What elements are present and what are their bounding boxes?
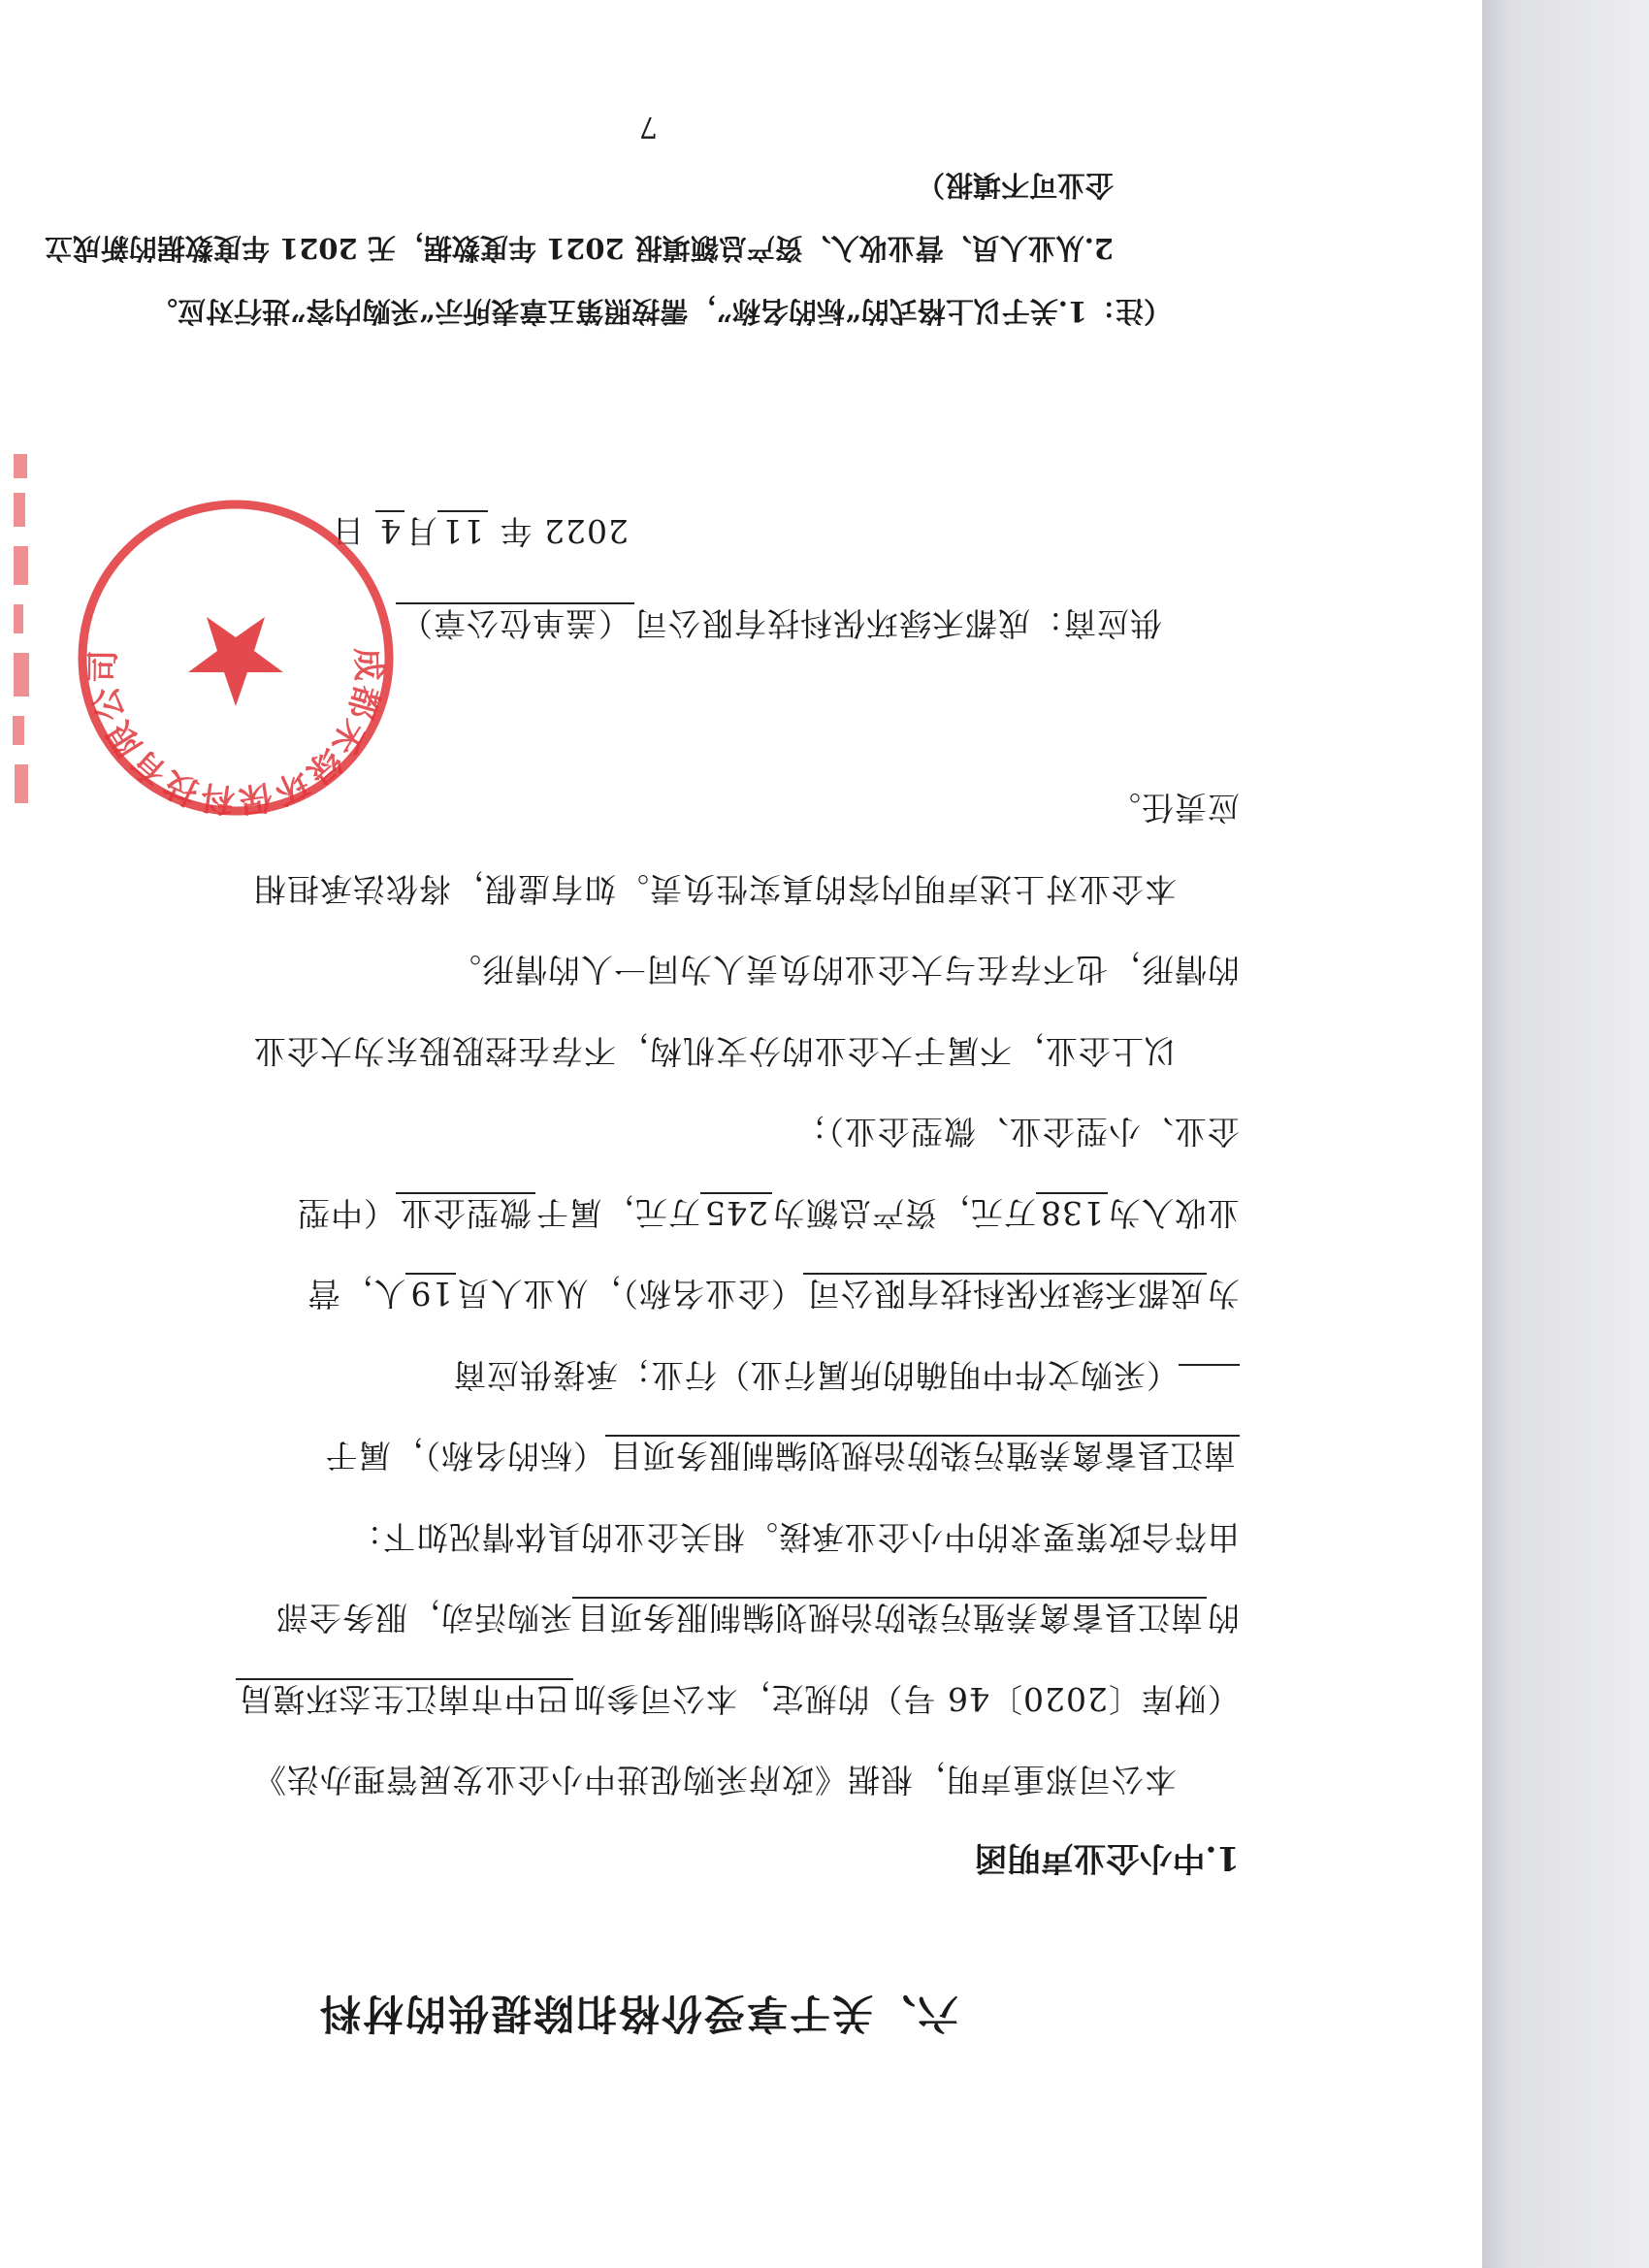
seal-text: 成都禾绿环保科技有限公司 bbox=[83, 647, 388, 820]
declaration-line-13: 应责任。 bbox=[1108, 789, 1240, 826]
date-day: 4 bbox=[375, 510, 404, 550]
form-heading: 1.中小企业声明函 bbox=[974, 1838, 1240, 1877]
enterprise-name: 成都禾绿环保科技有限公司 bbox=[803, 1273, 1207, 1312]
assets-value: 245 bbox=[700, 1192, 772, 1232]
signature-date: 2022 年 11月4 日 bbox=[331, 512, 629, 550]
stamp-label: （盖单位公章） bbox=[396, 602, 634, 642]
policy-reference: （财库〔2020〕46 号）的规定，本公司参加 bbox=[572, 1680, 1240, 1718]
declaration-line-7: 为成都禾绿环保科技有限公司（企业名称），从业人员19人，营 bbox=[307, 1275, 1240, 1312]
employee-count: 19 bbox=[406, 1273, 457, 1312]
declaration-line-2 bbox=[236, 1678, 1240, 1724]
section-title: 六、关于享受价格扣除提供的材料 bbox=[317, 1990, 958, 2037]
purchaser-name: 巴中市南江生态环境局 bbox=[236, 1678, 573, 1718]
page-number: 7 bbox=[638, 110, 658, 144]
next-page-edge bbox=[1482, 0, 1649, 2268]
declaration-line-6: （采购文件中明确的所属行业）行业；承接供应商 bbox=[453, 1354, 1240, 1400]
seal-star-icon bbox=[188, 617, 283, 706]
project-name: 南江县畜禽养殖污染防治规划编制服务项目 bbox=[572, 1597, 1207, 1636]
size-category: 微型企业 bbox=[396, 1192, 535, 1232]
note-line-3: 企业可不填报） bbox=[916, 169, 1114, 202]
date-year: 2022 bbox=[543, 512, 629, 550]
declaration-line-9: 企业、小型企业、微型企业）； bbox=[793, 1113, 1240, 1150]
date-month: 11 bbox=[437, 510, 488, 550]
supplier-name: 成都禾绿环保科技有限公司 bbox=[634, 604, 1030, 642]
company-seal bbox=[71, 493, 401, 823]
industry-blank bbox=[1179, 1364, 1240, 1366]
declaration-line-8: 业收入为138万元，资产总额为245万元，属于微型企业（中型 bbox=[297, 1194, 1240, 1232]
service-project-name: 南江县畜禽养殖污染防治规划编制服务项目 bbox=[605, 1435, 1240, 1474]
declaration-line-10: 以上企业，不属于大企业的分支机构，不存在控股股东为大企业 bbox=[253, 1032, 1177, 1070]
declaration-line-4: 由符合政策要求的中小企业承接。相关企业的具体情况如下： bbox=[349, 1518, 1240, 1556]
declaration-line-3: 的南江县畜禽养殖污染防治规划编制服务项目采购活动，服务全部 bbox=[275, 1599, 1240, 1636]
perforation-stamp-edge bbox=[5, 444, 32, 813]
note-line-1: （注：1.关于以上格式的“标的名称”，需按照第五章表所示“采购内容”进行对应。 bbox=[149, 295, 1172, 328]
revenue-value: 138 bbox=[1036, 1192, 1108, 1232]
declaration-line-1: 本公司郑重声明，根据《政府采购促进中小企业发展管理办法》 bbox=[253, 1761, 1177, 1798]
supplier-label: 供应商： bbox=[1030, 604, 1162, 642]
note-line-2: 2.从业人员、营业收入、资产总额填报 2021 年度数据，无 2021 年度数据的新成立 bbox=[44, 232, 1114, 265]
declaration-line-12: 本企业对上述声明内容的真实性负责。如有虚假，将依法承担相 bbox=[253, 870, 1177, 908]
declaration-line-11: 的情形，也不存在与大企业的负责人为同一人的情形。 bbox=[448, 951, 1240, 988]
supplier-signature-line bbox=[396, 602, 1162, 648]
declaration-line-5: 南江县畜禽养殖污染防治规划编制服务项目（标的名称），属于 bbox=[325, 1435, 1241, 1480]
